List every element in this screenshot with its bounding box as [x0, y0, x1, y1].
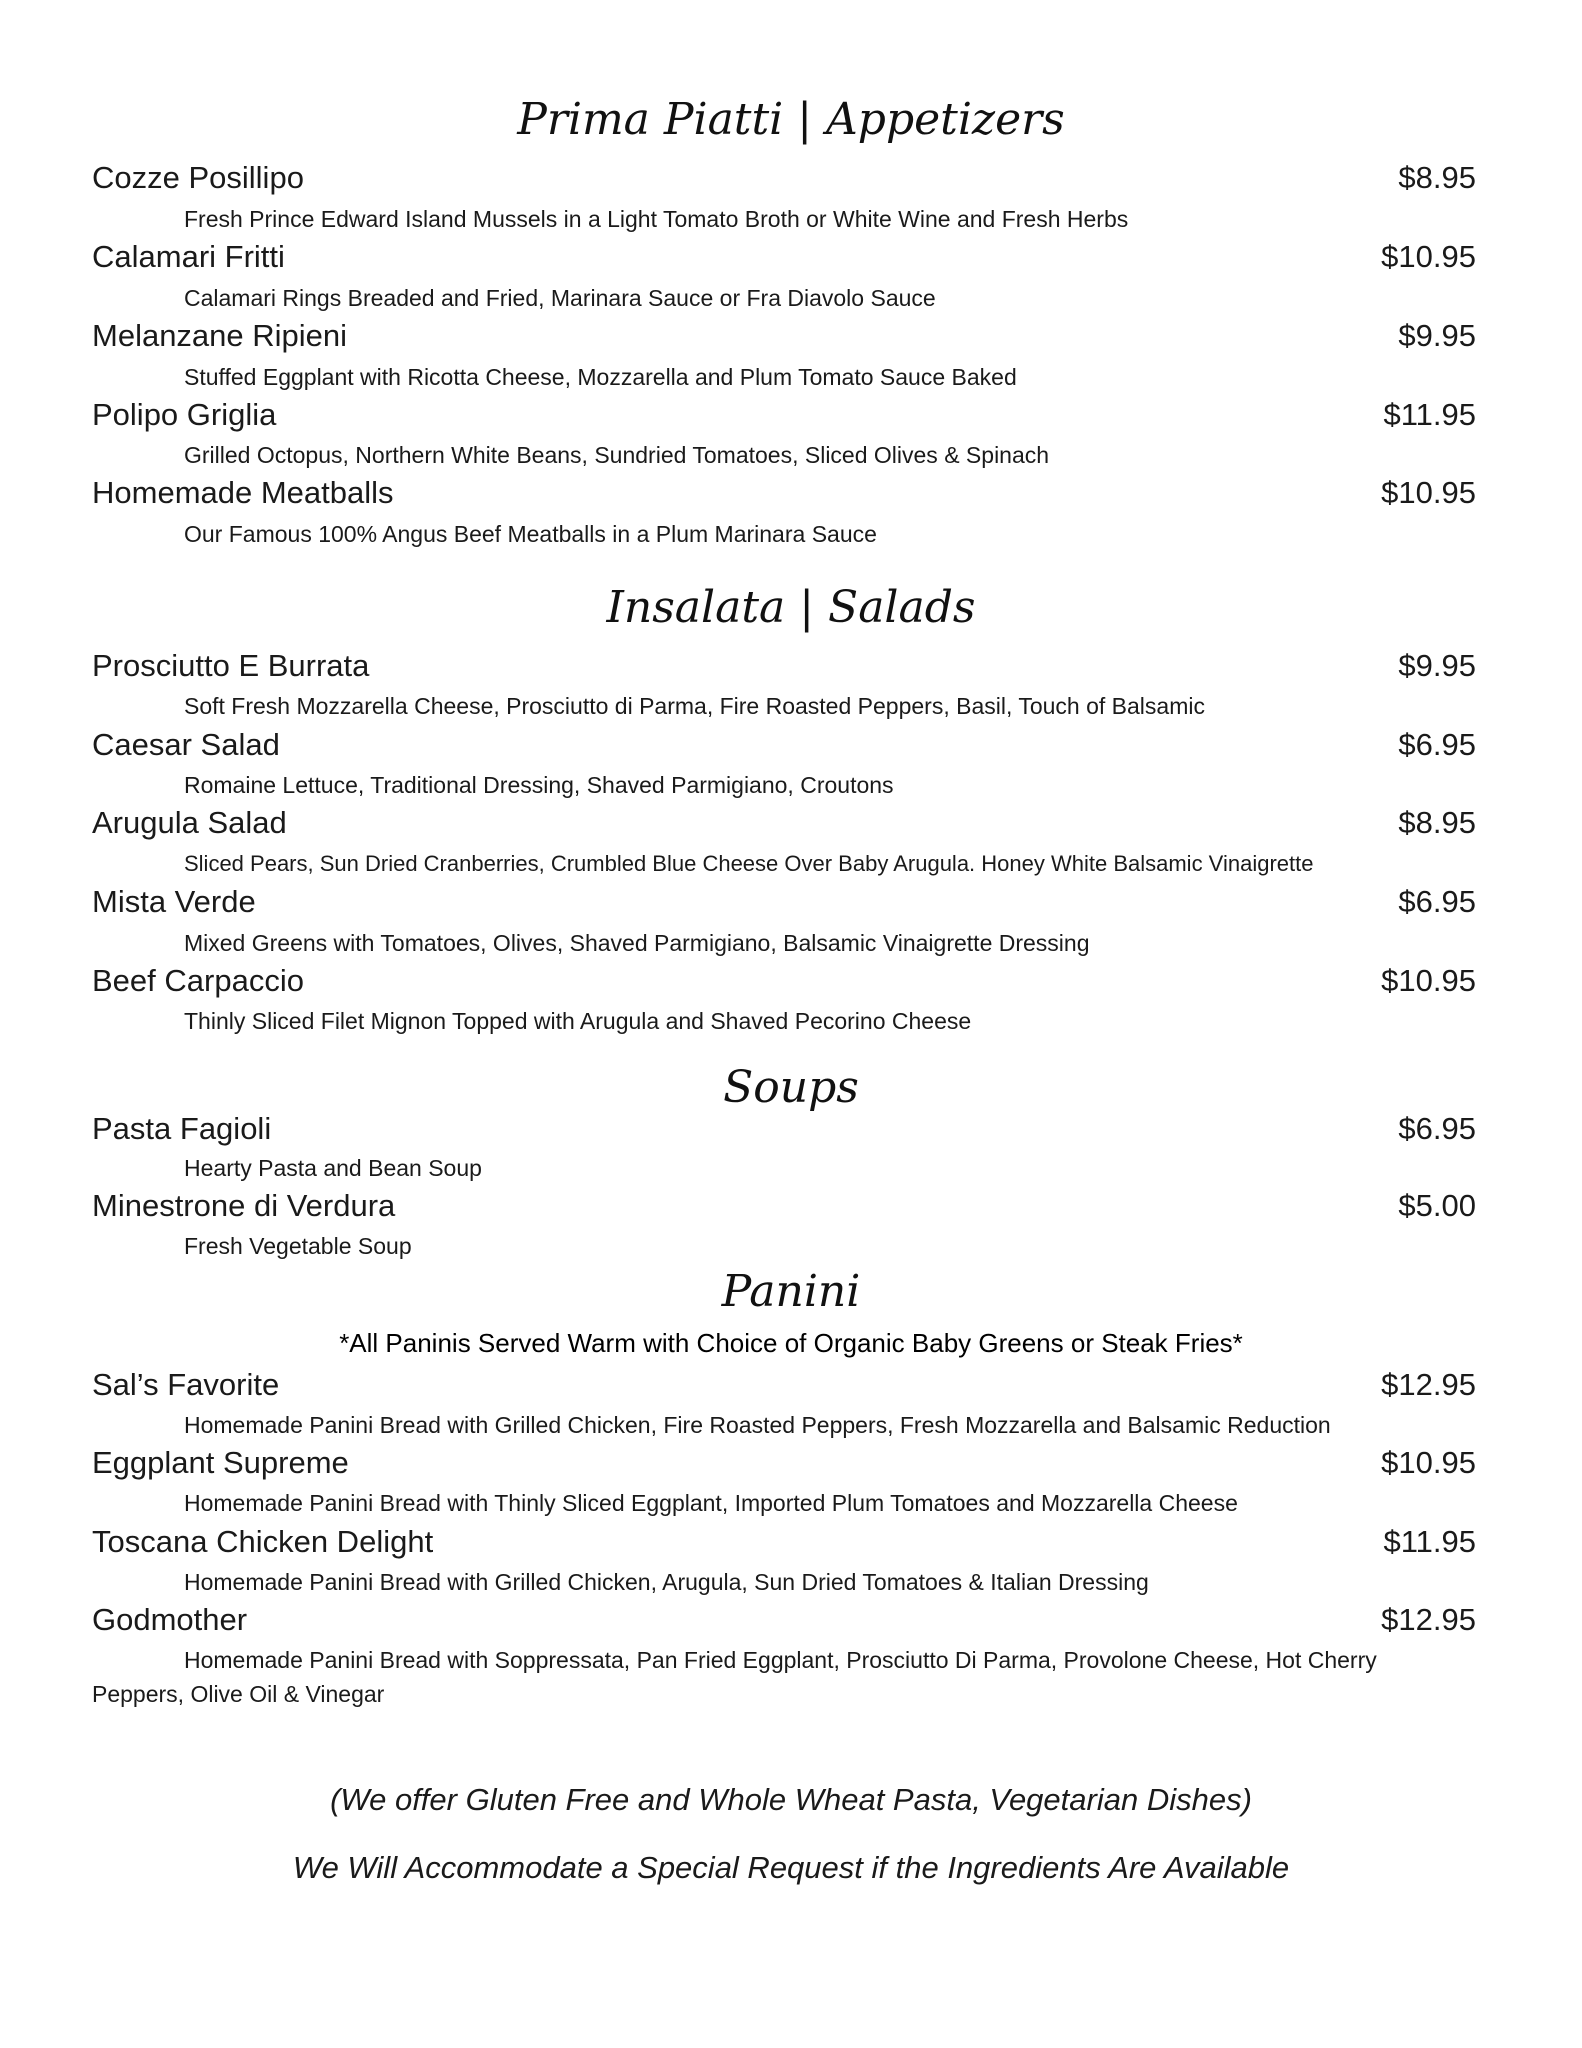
menu-item-name: Pasta Fagioli	[92, 1111, 272, 1146]
menu-item-name: Mista Verde	[92, 884, 256, 919]
menu-item-price: $6.95	[1398, 727, 1476, 762]
menu-item-name: Calamari Fritti	[92, 239, 285, 274]
menu-item-price: $12.95	[1381, 1602, 1476, 1637]
menu-item-name: Toscana Chicken Delight	[92, 1524, 434, 1559]
dietary-note: (We offer Gluten Free and Whole Wheat Pasta, Vegetarian Dishes)	[330, 1782, 1252, 1817]
menu-item-name: Homemade Meatballs	[92, 475, 394, 510]
menu-item-description: Our Famous 100% Angus Beef Meatballs in a Plum Marinara Sauce	[184, 521, 877, 547]
menu-item-description: Homemade Panini Bread with Soppressata, Pan Fried Eggplant, Prosciutto Di Parma, Provolone Cheese, Hot Cherry Peppers, Olive Oil & Vinegar	[92, 1647, 1377, 1707]
menu-item-name: Melanzane Ripieni	[92, 318, 348, 353]
menu-item-name: Polipo Griglia	[92, 397, 277, 432]
menu-item-price: $6.95	[1398, 1111, 1476, 1146]
menu-item-name: Beef Carpaccio	[92, 963, 304, 998]
menu-item-price: $10.95	[1381, 475, 1476, 510]
menu-item-description: Fresh Vegetable Soup	[184, 1233, 412, 1259]
menu-item-name: Godmother	[92, 1602, 248, 1637]
soups-title: Soups	[723, 1062, 859, 1113]
menu-item-price: $11.95	[1383, 1524, 1476, 1559]
menu-item-description: Calamari Rings Breaded and Fried, Marinara Sauce or Fra Diavolo Sauce	[184, 285, 936, 311]
menu-item-description: Stuffed Eggplant with Ricotta Cheese, Mozzarella and Plum Tomato Sauce Baked	[184, 364, 1017, 390]
menu-item-price: $10.95	[1381, 239, 1476, 274]
menu-item-name: Caesar Salad	[92, 727, 280, 762]
menu-item-description: Fresh Prince Edward Island Mussels in a Light Tomato Broth or White Wine and Fresh Herbs	[184, 206, 1129, 232]
menu-item-price: $12.95	[1381, 1367, 1476, 1402]
panini-note: *All Paninis Served Warm with Choice of Organic Baby Greens or Steak Fries*	[339, 1328, 1243, 1358]
appetizers-title: Prima Piatti | Appetizers	[517, 94, 1065, 145]
menu-item-description: Sliced Pears, Sun Dried Cranberries, Crumbled Blue Cheese Over Baby Arugula. Honey White Balsamic Vinaigrette	[184, 851, 1314, 876]
menu-item-price: $10.95	[1381, 1445, 1476, 1480]
panini-title: Panini	[721, 1266, 861, 1317]
menu-item-price: $10.95	[1381, 963, 1476, 998]
menu-item-price: $8.95	[1398, 160, 1476, 195]
menu-item-description: Thinly Sliced Filet Mignon Topped with Arugula and Shaved Pecorino Cheese	[184, 1008, 972, 1034]
menu-item-description: Homemade Panini Bread with Thinly Sliced Eggplant, Imported Plum Tomatoes and Mozzarella Cheese	[184, 1490, 1238, 1516]
menu-item-description: Hearty Pasta and Bean Soup	[184, 1155, 482, 1181]
special-request-note: We Will Accommodate a Special Request if the Ingredients Are Available	[292, 1850, 1290, 1885]
menu-item-description: Homemade Panini Bread with Grilled Chicken, Fire Roasted Peppers, Fresh Mozzarella and Balsamic Reduction	[184, 1412, 1331, 1438]
menu-item-price: $11.95	[1383, 397, 1476, 432]
menu-item-price: $6.95	[1398, 884, 1476, 919]
menu-item-name: Sal’s Favorite	[92, 1367, 280, 1402]
menu-item-name: Arugula Salad	[92, 805, 287, 840]
menu-item-description: Soft Fresh Mozzarella Cheese, Prosciutto di Parma, Fire Roasted Peppers, Basil, Touch of Balsamic	[184, 693, 1205, 719]
salads-title: Insalata | Salads	[606, 582, 976, 633]
menu-item-price: $5.00	[1398, 1188, 1476, 1223]
menu-item-name: Minestrone di Verdura	[92, 1188, 396, 1223]
menu-item-price: $9.95	[1398, 318, 1476, 353]
menu-item-description: Grilled Octopus, Northern White Beans, Sundried Tomatoes, Sliced Olives & Spinach	[184, 442, 1050, 468]
menu-item-description: Homemade Panini Bread with Grilled Chicken, Arugula, Sun Dried Tomatoes & Italian Dressing	[184, 1569, 1149, 1595]
menu-item-name: Cozze Posillipo	[92, 160, 304, 195]
menu-item-name: Eggplant Supreme	[92, 1445, 349, 1480]
menu-item-description: Romaine Lettuce, Traditional Dressing, Shaved Parmigiano, Croutons	[184, 772, 894, 798]
menu-item-price: $9.95	[1398, 648, 1476, 683]
menu-item-price: $8.95	[1398, 805, 1476, 840]
menu-item-description: Mixed Greens with Tomatoes, Olives, Shaved Parmigiano, Balsamic Vinaigrette Dressing	[184, 930, 1090, 956]
menu-item-name: Prosciutto E Burrata	[92, 648, 370, 683]
